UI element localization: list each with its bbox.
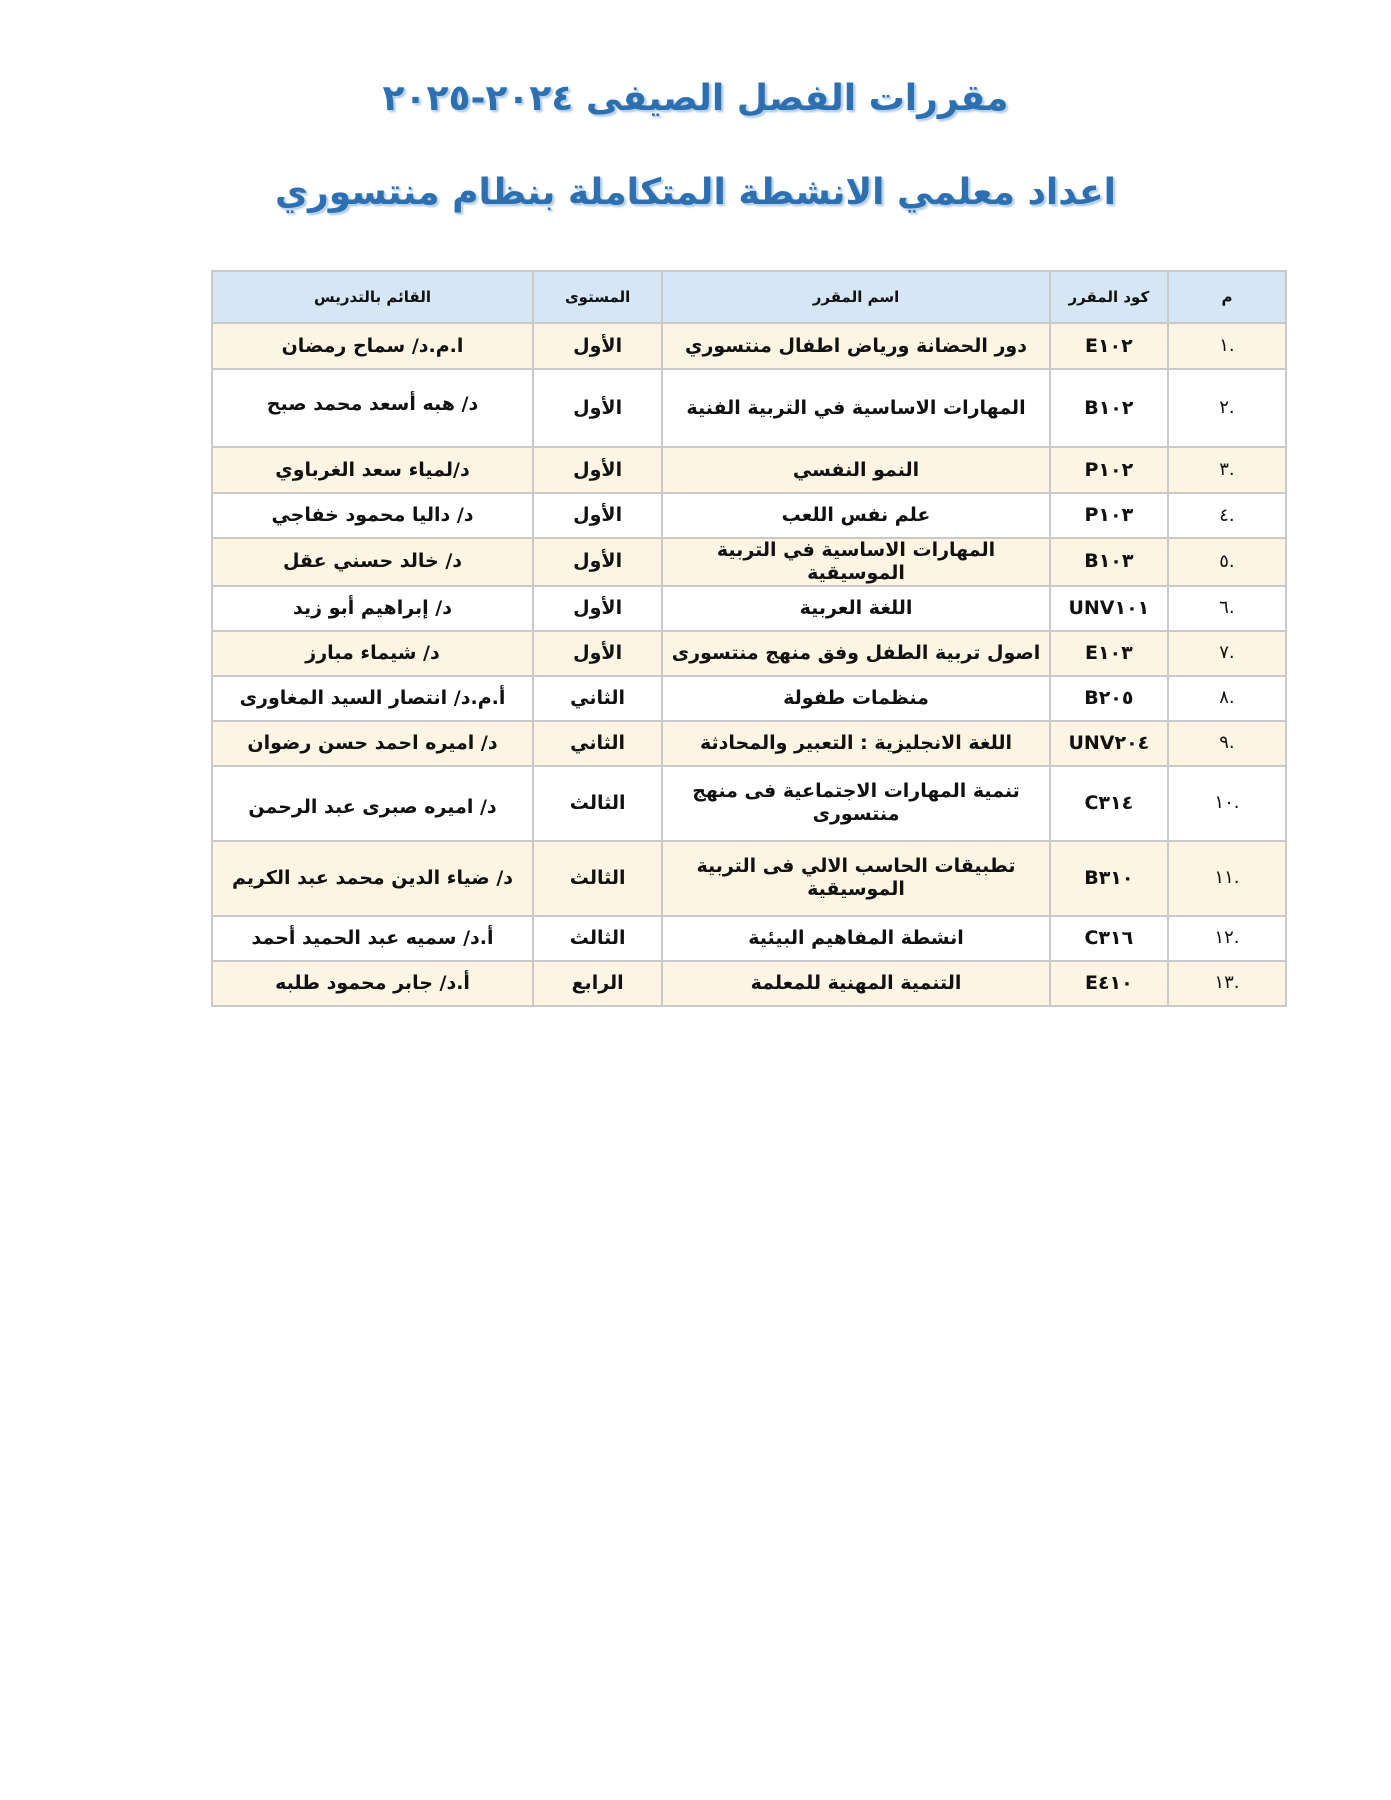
row-code: C٣١٦ <box>1050 916 1168 961</box>
table-row <box>212 493 1286 538</box>
row-level: الأول <box>533 586 662 631</box>
row-level: الثاني <box>533 676 662 721</box>
table-row <box>212 631 1286 676</box>
row-instructor: ا.م.د/ سماح رمضان <box>212 323 533 369</box>
header-num: م <box>1168 271 1286 323</box>
row-instructor: د/ خالد حسني عقل <box>212 538 533 586</box>
row-num: .١١ <box>1168 841 1286 916</box>
row-num: .٩ <box>1168 721 1286 766</box>
row-code: UNV١٠١ <box>1050 586 1168 631</box>
table-row <box>212 447 1286 493</box>
row-course-name: علم نفس اللعب <box>662 493 1050 538</box>
row-num: .٥ <box>1168 538 1286 586</box>
row-level: الثالث <box>533 766 662 841</box>
row-level: الثالث <box>533 916 662 961</box>
table-row <box>212 916 1286 961</box>
page-title: مقررات الفصل الصيفى ٢٠٢٤-٢٠٢٥ <box>382 78 1009 119</box>
row-instructor: أ.د/ سميه عبد الحميد أحمد <box>212 916 533 961</box>
row-num: .١٠ <box>1168 766 1286 841</box>
row-code: E١٠٢ <box>1050 323 1168 369</box>
row-code: P١٠٣ <box>1050 493 1168 538</box>
table-header-row <box>212 271 1286 323</box>
row-num: .٦ <box>1168 586 1286 631</box>
row-num: .٨ <box>1168 676 1286 721</box>
row-instructor: د/ ضياء الدين محمد عبد الكريم <box>212 841 533 916</box>
row-instructor: د/ شيماء مبارز <box>212 631 533 676</box>
table-row <box>212 676 1286 721</box>
table-row <box>212 766 1286 841</box>
table-row <box>212 586 1286 631</box>
row-level: الأول <box>533 538 662 586</box>
row-instructor: د/ إبراهيم أبو زيد <box>212 586 533 631</box>
row-code: B١٠٢ <box>1050 369 1168 447</box>
table-row <box>212 961 1286 1006</box>
row-num: .٤ <box>1168 493 1286 538</box>
row-level: الأول <box>533 493 662 538</box>
row-code: E٤١٠ <box>1050 961 1168 1006</box>
row-course-name: اصول تربية الطفل وفق منهج منتسورى <box>662 631 1050 676</box>
row-level: الأول <box>533 323 662 369</box>
header-name: اسم المقرر <box>662 271 1050 323</box>
table-row <box>212 323 1286 369</box>
row-course-name: التنمية المهنية للمعلمة <box>662 961 1050 1006</box>
row-instructor: د/لمياء سعد الغرباوي <box>212 447 533 493</box>
row-num: .١ <box>1168 323 1286 369</box>
row-instructor: د/ اميره صبرى عبد الرحمن <box>212 766 533 841</box>
row-course-name: منظمات طفولة <box>662 676 1050 721</box>
row-course-name: تطبيقات الحاسب الالي فى التربية الموسيقية <box>662 841 1050 916</box>
row-level: الثاني <box>533 721 662 766</box>
row-course-name: المهارات الاساسية في التربية الموسيقية <box>662 538 1050 586</box>
row-level: الثالث <box>533 841 662 916</box>
row-code: E١٠٣ <box>1050 631 1168 676</box>
row-instructor: أ.م.د/ انتصار السيد المغاورى <box>212 676 533 721</box>
row-code: P١٠٢ <box>1050 447 1168 493</box>
row-code: B٢٠٥ <box>1050 676 1168 721</box>
row-course-name: المهارات الاساسية في التربية الفنية <box>662 369 1050 447</box>
row-course-name: النمو النفسي <box>662 447 1050 493</box>
courses-table <box>211 270 1287 1007</box>
header-code: كود المقرر <box>1050 271 1168 323</box>
row-num: .١٢ <box>1168 916 1286 961</box>
row-instructor: د/ داليا محمود خفاجي <box>212 493 533 538</box>
table-row <box>212 841 1286 916</box>
row-level: الرابع <box>533 961 662 1006</box>
table-row <box>212 538 1286 586</box>
table-row <box>212 369 1286 447</box>
row-course-name: اللغة العربية <box>662 586 1050 631</box>
row-instructor: د/ هبه أسعد محمد صبح <box>212 369 533 447</box>
row-num: .٣ <box>1168 447 1286 493</box>
row-level: الأول <box>533 631 662 676</box>
table-row <box>212 721 1286 766</box>
row-instructor: د/ اميره احمد حسن رضوان <box>212 721 533 766</box>
row-level: الأول <box>533 369 662 447</box>
row-instructor: أ.د/ جابر محمود طلبه <box>212 961 533 1006</box>
row-num: .١٣ <box>1168 961 1286 1006</box>
row-num: .٧ <box>1168 631 1286 676</box>
row-code: UNV٢٠٤ <box>1050 721 1168 766</box>
row-level: الأول <box>533 447 662 493</box>
row-course-name: تنمية المهارات الاجتماعية فى منهج منتسورى <box>662 766 1050 841</box>
row-num: .٢ <box>1168 369 1286 447</box>
page-subtitle: اعداد معلمي الانشطة المتكاملة بنظام منتسوري <box>274 172 1116 213</box>
header-level: المستوى <box>533 271 662 323</box>
row-code: B١٠٣ <box>1050 538 1168 586</box>
header-instructor: القائم بالتدريس <box>212 271 533 323</box>
row-course-name: دور الحضانة ورياض اطفال منتسوري <box>662 323 1050 369</box>
row-course-name: انشطة المفاهيم البيئية <box>662 916 1050 961</box>
row-course-name: اللغة الانجليزية : التعبير والمحادثة <box>662 721 1050 766</box>
row-code: B٣١٠ <box>1050 841 1168 916</box>
row-code: C٣١٤ <box>1050 766 1168 841</box>
